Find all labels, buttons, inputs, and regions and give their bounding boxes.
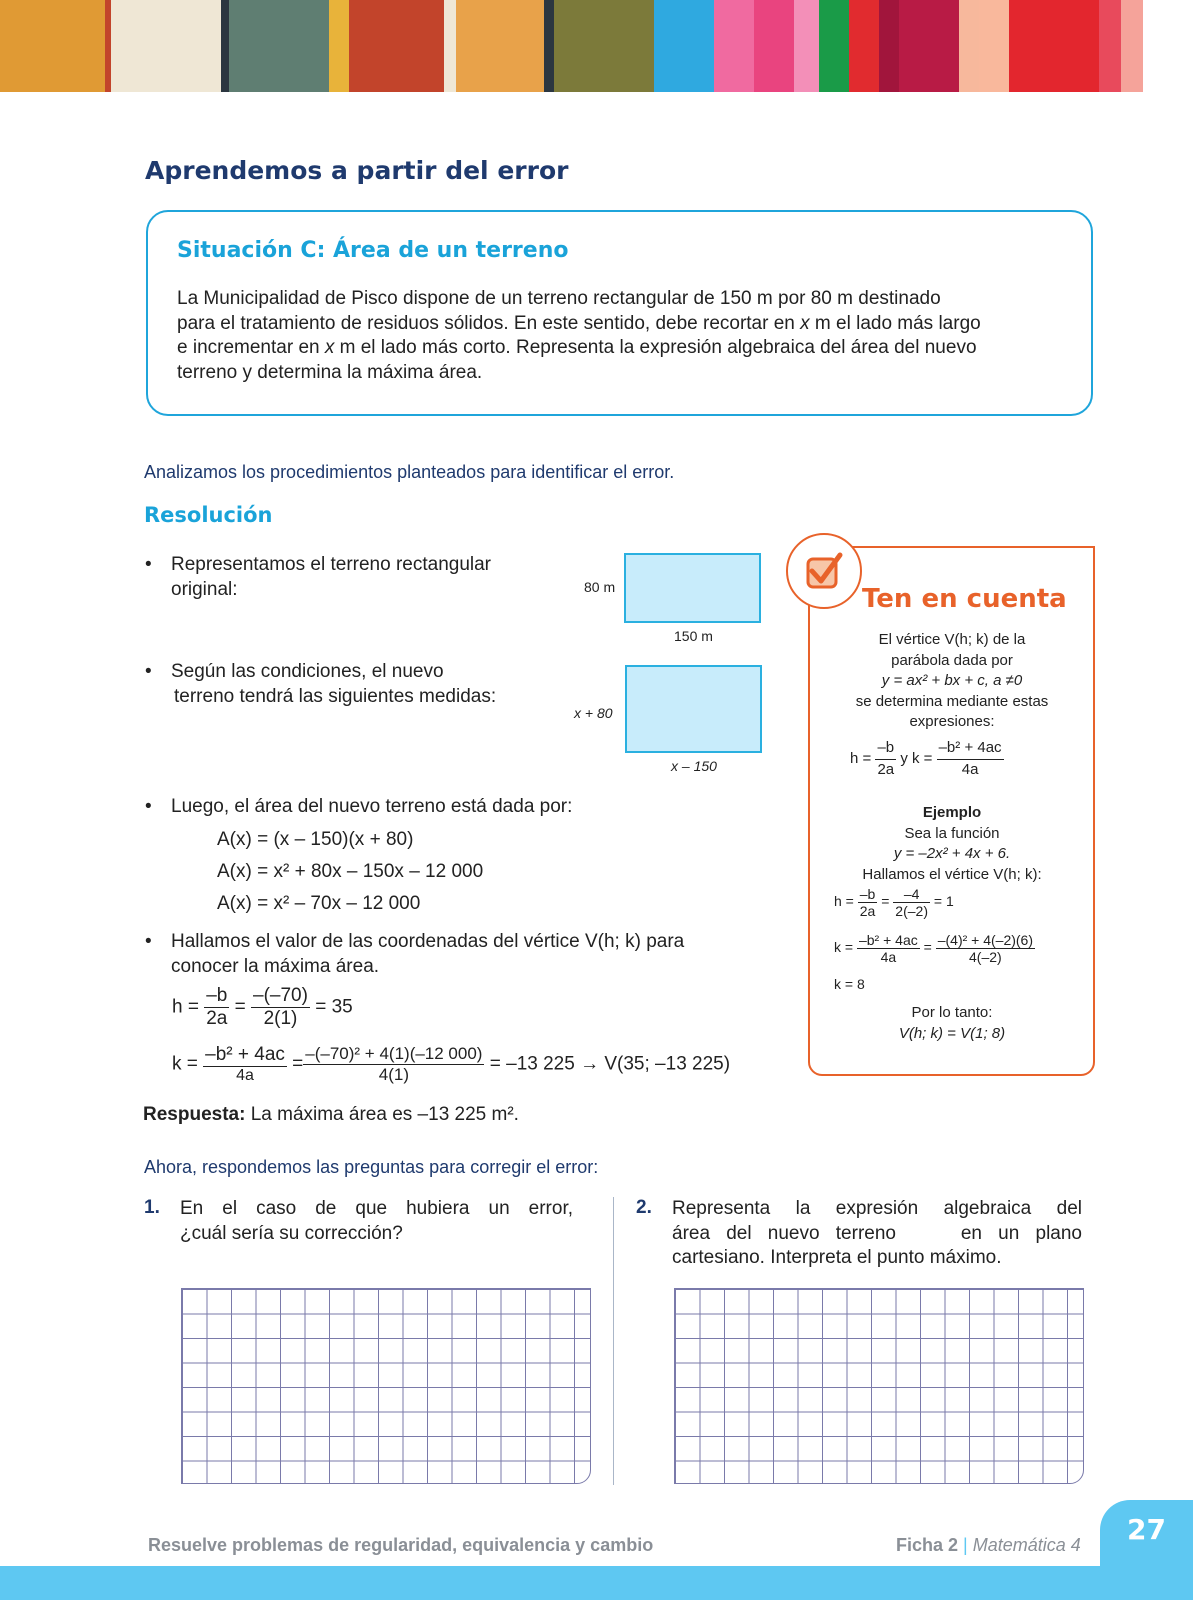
- denominator: 2a: [206, 1008, 228, 1029]
- fraction: [893, 886, 930, 919]
- question-2-number: [636, 1197, 652, 1219]
- situation-line: [177, 312, 1067, 337]
- step-line: • Según las condiciones, el nuevo: [171, 661, 444, 682]
- fraction: [204, 985, 229, 1030]
- situation-line: terreno y determina la máxima área.: [177, 361, 483, 383]
- formula-k: y k =: [900, 749, 933, 767]
- q-line: área del nuevo terreno en un plano: [672, 1222, 1082, 1244]
- footer-bar: [0, 1566, 1193, 1600]
- denominator: 2(–2): [895, 903, 928, 919]
- h-lhs: h =: [172, 996, 199, 1018]
- decorative-banner: [0, 0, 1193, 92]
- tip-line: y = –2x² + 4x + 6.: [893, 845, 1011, 862]
- checkmark-icon: [786, 533, 862, 609]
- step-3: • Luego, el área del nuevo terreno está dada por:: [171, 795, 572, 820]
- numerator: –b² + 4ac: [205, 1044, 285, 1065]
- question-1: [180, 1197, 573, 1246]
- k-lhs: k =: [172, 1053, 198, 1075]
- situation-line: La Municipalidad de Pisco dispone de un terreno rectangular de 150 m por 80 m destinado: [177, 288, 941, 309]
- step-line: conocer la máxima área.: [171, 955, 380, 977]
- footer-competency: Resuelve problemas de regularidad, equivalencia y cambio: [148, 1535, 654, 1555]
- k-lhs: k =: [834, 939, 854, 956]
- denominator: 4a: [236, 1067, 254, 1084]
- rect1-height-label: 80 m: [584, 579, 616, 595]
- k-result: = –13 225 → V(35; –13 225): [489, 1053, 731, 1075]
- answer-text: La máxima área es –13 225 m².: [250, 1104, 519, 1125]
- original-terrain-rect: [624, 553, 761, 623]
- text-span: para el tratamiento de residuos sólidos. En este sentido, debe recortar en: [177, 312, 801, 334]
- resolution-title: Resolución: [144, 503, 273, 527]
- numerator: –b² + 4ac: [937, 738, 1004, 760]
- denominator: 2(1): [263, 1008, 298, 1029]
- denominator: 4(–2): [969, 949, 1002, 965]
- fraction: [875, 738, 896, 780]
- denominator: 4(1): [378, 1065, 409, 1084]
- numerator: –b: [206, 985, 228, 1006]
- rect1-width-label: 150 m: [674, 628, 713, 644]
- numerator: –(–70)² + 4(1)(–12 000): [305, 1044, 483, 1063]
- fraction: [937, 738, 1004, 780]
- numerator: –b² + 4ac: [858, 932, 918, 948]
- numerator: –4: [893, 886, 930, 903]
- fraction: [857, 932, 920, 965]
- numerator: –b: [859, 886, 876, 902]
- tip-line: Sea la función: [904, 824, 1000, 842]
- tip-line: V(h; k) = V(1; 8): [898, 1024, 1006, 1042]
- tip-line: expresiones:: [909, 713, 995, 730]
- text-span: e incrementar en: [177, 337, 325, 358]
- subject-label: Matemática 4: [972, 1535, 1081, 1555]
- example-title: Ejemplo: [922, 804, 982, 821]
- q-line: En el caso de que hubiera un error,: [180, 1198, 573, 1219]
- text-span: m el lado más largo: [809, 312, 981, 334]
- situation-line: [177, 336, 1067, 361]
- denominator: 4a: [880, 949, 897, 965]
- formula-h: h =: [850, 749, 872, 767]
- denominator: 2a: [877, 760, 895, 778]
- situation-text: [177, 287, 1067, 385]
- equation-2: A(x) = x² + 80x – 150x – 12 000: [217, 861, 484, 882]
- numerator: –(–70): [253, 985, 308, 1006]
- example-h: h = $\frac{-b}{2a}$ = $\frac{-4}{2(-2)}$ = 1: [834, 886, 954, 919]
- analyze-title: Analizamos los procedimientos planteados para identificar el error.: [144, 462, 675, 482]
- tip-line: parábola dada por: [891, 651, 1013, 669]
- vertex-formula: [850, 738, 1004, 780]
- question-2: [672, 1197, 1082, 1271]
- column-divider: [613, 1197, 614, 1485]
- denominator: 2a: [859, 903, 876, 919]
- q-num: 2.: [636, 1197, 652, 1218]
- equation-3: A(x) = x² – 70x – 12 000: [217, 893, 421, 914]
- q-line: cartesiano. Interpreta el punto máximo.: [672, 1247, 1002, 1268]
- text-span: m el lado más corto. Representa la expresión algebraica del área del nuevo: [334, 337, 977, 358]
- numerator: –(4)² + 4(–2)(6): [937, 932, 1034, 948]
- h-calculation: h = $\frac{-b}{2a}$ = $\frac{-(-70)}{2(1)}$ = 35: [172, 985, 353, 1029]
- tip-line: y = ax² + bx + c, a ≠0: [881, 672, 1023, 689]
- numerator: –b: [875, 738, 896, 760]
- new-terrain-rect: [625, 665, 762, 753]
- q-num: 1.: [144, 1197, 160, 1218]
- var-x: x: [324, 337, 335, 358]
- answer-label: Respuesta:: [143, 1104, 246, 1125]
- step-line: original:: [171, 578, 238, 600]
- footer-ficha: [896, 1535, 1081, 1556]
- separator: |: [963, 1535, 968, 1555]
- fraction: [303, 1044, 484, 1085]
- fraction: [203, 1044, 287, 1085]
- fraction: [858, 886, 878, 919]
- tip-line: se determina mediante estas: [855, 692, 1049, 710]
- h-lhs: h =: [834, 893, 854, 910]
- fraction: [251, 985, 310, 1030]
- tip-intro: [820, 630, 1084, 733]
- h-result: = 35: [315, 996, 353, 1018]
- step-line: • Hallamos el valor de las coordenadas del vértice V(h; k) para: [171, 931, 685, 952]
- step-line: terreno tendrá las siguientes medidas:: [174, 685, 497, 707]
- denominator: 4a: [961, 760, 979, 778]
- example-k-result: k = 8: [834, 976, 865, 992]
- tip-line: El vértice V(h; k) de la: [878, 631, 1026, 648]
- fraction: [936, 932, 1035, 965]
- answer-grid-2[interactable]: [674, 1288, 1084, 1484]
- answer-grid-1[interactable]: [181, 1288, 591, 1484]
- tip-line: Hallamos el vértice V(h; k):: [862, 865, 1042, 883]
- correct-title: Ahora, respondemos las preguntas para corregir el error:: [144, 1157, 599, 1177]
- tip-example: [820, 803, 1084, 885]
- q-line: ¿cuál sería su corrección?: [180, 1222, 403, 1244]
- ficha-label: Ficha 2: [896, 1535, 959, 1555]
- q-line: Representa la expresión algebraica del: [672, 1198, 1082, 1219]
- k-calculation: k = $\frac{\text{–b² + 4ac}}{4a}$ = $\frac{\text{–(–70)² + 4(1)(–12 000)}}{4(1)}$ = –13 225 → V(35; –13 225): [172, 1044, 731, 1084]
- question-1-number: [144, 1197, 160, 1219]
- var-x: x: [800, 312, 810, 334]
- step-line: • Representamos el terreno rectangular: [171, 554, 492, 575]
- step-2: [171, 660, 496, 709]
- h-result: = 1: [933, 893, 954, 910]
- step-1: [171, 553, 491, 602]
- rect2-width-label: x – 150: [671, 758, 717, 774]
- rect2-height-label: x + 80: [574, 705, 613, 721]
- section-title: Aprendemos a partir del error: [145, 156, 569, 185]
- tip-conclusion: [820, 1003, 1084, 1044]
- tip-title: Ten en cuenta: [862, 584, 1067, 614]
- equation-1: A(x) = (x – 150)(x + 80): [217, 829, 414, 850]
- page-number: 27: [1127, 1513, 1166, 1546]
- example-k: k = $\frac{\text{–b² + 4ac}}{4a}$ = $\frac{\text{–(4)² + 4(–2)(6)}}{4(-2)}$: [834, 932, 1034, 965]
- tip-line: Por lo tanto:: [911, 1004, 993, 1021]
- step-4: [171, 930, 684, 979]
- answer: [143, 1103, 519, 1128]
- situation-title: Situación C: Área de un terreno: [177, 238, 569, 263]
